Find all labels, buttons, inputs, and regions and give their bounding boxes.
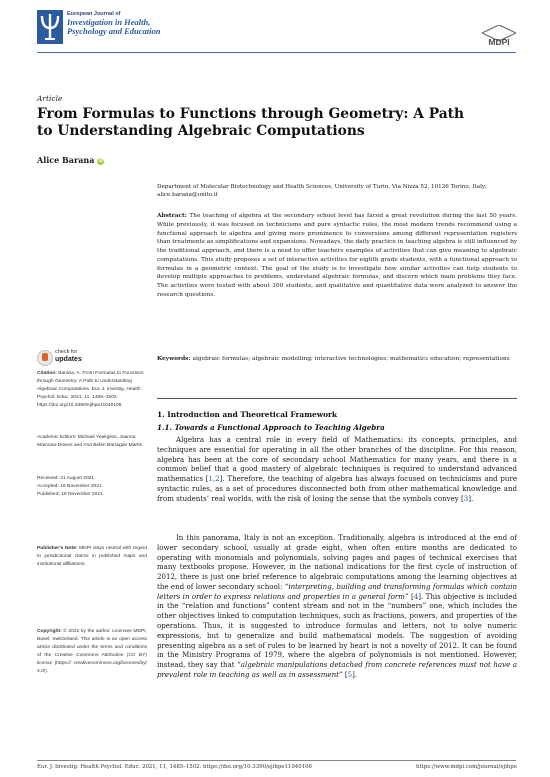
paragraph-text: [ bbox=[408, 591, 414, 601]
section-heading: 1. Introduction and Theoretical Framework bbox=[157, 410, 338, 419]
check-updates-line-1: check for bbox=[55, 349, 78, 355]
journal-logo bbox=[37, 10, 63, 44]
paragraph-text: ]. Therefore, the teaching of algebra has always focused on technicisms and pure syntactic rules, as a set of procedures disconnected both from other mathematical knowledge and from students’ real worlds, with the risk of losing the sense that the symbols convey [ bbox=[157, 474, 517, 503]
copyright bbox=[37, 628, 147, 677]
abstract-label: Abstract: bbox=[157, 213, 187, 219]
abstract bbox=[157, 212, 517, 300]
affiliation: Department of Molecular Biotechnology and Health Sciences, University of Turin, Via Nizza 52, 10126 Torino, Italy; alice.barana@unito.it bbox=[157, 184, 487, 199]
author-name: Alice Barana bbox=[37, 155, 95, 165]
citation bbox=[37, 370, 147, 410]
citation-link[interactable]: 1,2 bbox=[208, 474, 220, 484]
orcid-icon[interactable]: iD bbox=[98, 158, 104, 164]
paragraph-text: [ bbox=[342, 669, 348, 679]
mdpi-logo bbox=[482, 25, 516, 47]
publication-dates bbox=[37, 475, 147, 499]
abstract-text: The teaching of algebra at the secondary school level has faced a great revolution during the last 50 years. While previously, it was focused on technicisms and pure syntactic rules, the most modern trends recommend using a functional approach to algebra and giving more prominence to conversions among different representation registers than treatments as simplifications and expansions. Nowadays, the daily practice in teaching algebra is still influenced by the traditional approach, and there is a need to offer teachers examples of activities that can give meaning to algebraic computations. This study proposes a set of interactive activities for eighth grade students, with a functional approach to formulas in a geometric context. The goal of the study is to investigate how similar activities can help students to develop multiple approaches to problems, understand algebraic formulas, and discern which main problems they face. The activities were tested with about 300 students, and qualitative and quantitative data were analyzed to answer the research questions. bbox=[157, 213, 517, 298]
body-paragraph bbox=[157, 435, 517, 503]
academic-editors bbox=[37, 434, 147, 450]
footer-journal-link[interactable]: https://www.mdpi.com/journal/ejihpe bbox=[416, 764, 517, 770]
footer-citation[interactable]: Eur. J. Investig. Health Psychol. Educ. 2021, 11, 1485–1502. https://doi.org/10.3390/ejihpe11040106 bbox=[37, 764, 312, 770]
publisher-note bbox=[37, 545, 147, 569]
citation-link[interactable]: 3 bbox=[463, 493, 469, 503]
paragraph-text: ]. bbox=[468, 493, 474, 503]
header-divider bbox=[37, 52, 516, 53]
keywords-divider bbox=[157, 398, 517, 399]
author bbox=[37, 155, 104, 165]
citation-link[interactable]: 4 bbox=[413, 591, 419, 601]
paragraph-text: ]. bbox=[352, 669, 358, 679]
editors-label: Academic Editors: bbox=[37, 435, 77, 440]
journal-name-line-2: Psychology and Education bbox=[67, 25, 161, 36]
copyright-text: © 2021 by the author. Licensee MDPI, Basel, Switzerland. This article is an open access article distributed under the terms and conditions of the Creative Commons Attribution (CC BY) license (https:// creativecommons.org/licenses/by/ 4.0/). bbox=[37, 629, 148, 675]
copyright-label: Copyright: bbox=[37, 629, 62, 634]
paragraph-text: In this panorama, Italy is not an exception. Traditionally, algebra is introduced at the end of lower secondary school, usually at grade eight, when often entire months are dedicated to operating with monomials and polynomials, solving pages and pages of technical exercises that many textbooks propose. However, in the national indications for the first cycle of instruction of 2012, there is just one brief reference to algebraic computations among the learning objectives at the end of lower secondary school: bbox=[157, 533, 517, 591]
paragraph-text: Algebra has a central role in every field of Mathematics: its concepts, principles, and techniques are essential for operating in all the other branches of the discipline. For this reason, algebra has been at the core of secondary school Mathematics for many years, and there is a common belief that a good mastery of algebraic techniques is required to understand advanced mathematics [ bbox=[157, 435, 517, 484]
article-type: Article bbox=[37, 94, 63, 103]
paragraph-text: ]. This objective is included in the “relation and functions” content stream and not in the “numbers” one, which includes the other objectives linked to computation techniques, such as fractions, powers, and properties of the operations. Thus, it is suggested to introduce formulas and letters, not to solve numeric expressions, but to generalize and build mathematical models. The suggestion of avoiding presenting algebra as a set of rules to be learned by heart is not a novelty of 2012. It can be found in the Ministry Programs of 1979, where the algebra of polynomials is not mentioned. However, instead, they say that bbox=[157, 591, 517, 670]
keywords-label: Keywords: bbox=[157, 356, 191, 362]
journal-name bbox=[67, 12, 161, 36]
publisher-note-text: MDPI stays neutral with regard to jurisdictional claims in published maps and institutional affiliations. bbox=[37, 546, 147, 568]
body-paragraph bbox=[157, 533, 517, 680]
check-updates-icon bbox=[37, 350, 53, 366]
keywords bbox=[157, 355, 517, 364]
check-updates-line-2: updates bbox=[55, 356, 82, 363]
citation-label: Citation: bbox=[37, 371, 57, 376]
check-for-updates-badge[interactable] bbox=[37, 348, 109, 366]
published-date: Published: 19 November 2021 bbox=[37, 492, 103, 498]
keywords-text: algebraic formulas; algebraic modelling; interactive technologies; mathematics education; representations bbox=[192, 356, 510, 362]
journal-name-line-1: Investigation in Health, bbox=[67, 16, 151, 27]
mdpi-logo-text: MDPI bbox=[488, 37, 510, 47]
subsection-heading: 1.1. Towards a Functional Approach to Teaching Algebra bbox=[157, 423, 385, 432]
received-date: Received: 31 August 2021 bbox=[37, 476, 95, 481]
editors-names: Michael Yeakgilos, Joanna Mamona-Downs and Ana Belén Barragán Martín bbox=[37, 435, 143, 449]
publisher-note-label: Publisher’s Note: bbox=[37, 546, 78, 551]
quoted-text: “interpreting, building and transforming formulas which contain letters in order to express relations and properties in a general form” bbox=[157, 581, 517, 601]
citation-link[interactable]: 5 bbox=[347, 669, 353, 679]
accepted-date: Accepted: 16 November 2021 bbox=[37, 484, 102, 490]
journal-name-prefix: European Journal of bbox=[67, 11, 121, 17]
citation-text: Barana, A. From Formulas to Functions through Geometry: A Path to Understanding Algebraic Computations. Eur. J. Investig. Health Psychol. Educ. 2021, 11, 1485–1502. https://doi.org/10.3390/ejihpe11040106 bbox=[37, 371, 144, 409]
footer-divider bbox=[37, 760, 516, 761]
article-title: From Formulas to Functions through Geometry: A Path to Understanding Algebraic Computations bbox=[37, 106, 465, 139]
quoted-text: “algebraic manipulations detached from concrete references must not have a prevalent role in teaching as well as in assessment” bbox=[157, 660, 517, 679]
